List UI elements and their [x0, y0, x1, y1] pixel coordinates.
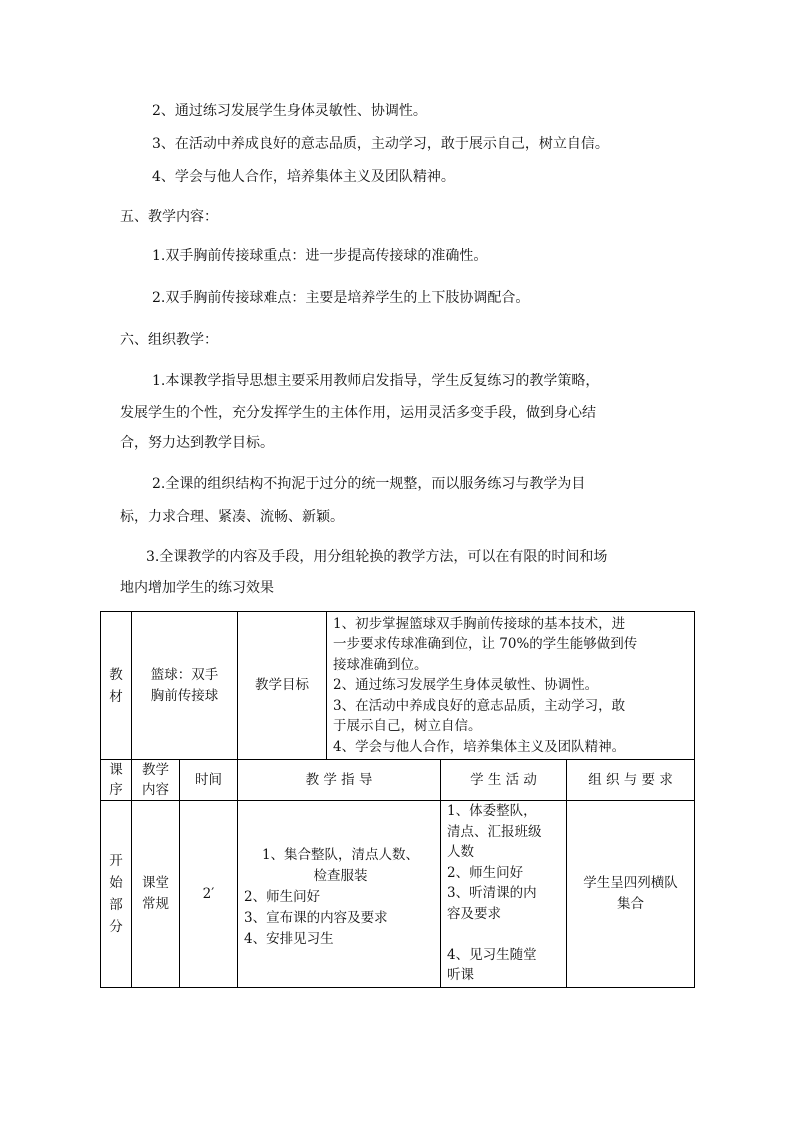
material-value-cell [132, 612, 238, 760]
table-header-row [101, 760, 695, 801]
row1-activity-line: 4、见习生随堂 [447, 946, 537, 963]
section6-p1-line1: 1.本课教学指导思想主要采用教师启发指导，学生反复练习的教学策略， [152, 373, 600, 389]
goal-line: 3、在活动中养成良好的意志品质，主动学习，敢 [333, 697, 626, 714]
row1-activity-line: 1、体委整队， [447, 803, 537, 819]
row1-requirements-line: 学生呈四列横队 [583, 875, 678, 891]
objective-item-4: 4、学会与他人合作，培养集体主义及团队精神。 [152, 169, 455, 185]
header-time: 时间 [180, 760, 238, 801]
header-order [101, 760, 132, 801]
section6-p1-line3: 合，努力达到教学目标。 [120, 435, 274, 451]
row1-guidance-line: 2、师生问好 [244, 889, 321, 905]
header-content-line: 内容 [142, 782, 169, 798]
objective-item-2: 2、通过练习发展学生身体灵敏性、协调性。 [152, 103, 427, 119]
row1-order-char: 开 [109, 853, 123, 869]
header-activity: 学 生 活 动 [441, 760, 567, 801]
section6-p3-line1: 3.全课教学的内容及手段，用分组轮换的教学方法，可以在有限的时间和场 [146, 549, 608, 565]
goals-cell [327, 612, 695, 760]
goal-line: 接球准确到位。 [333, 656, 428, 673]
row1-requirements-line: 集合 [617, 896, 645, 912]
goal-label-cell: 教学目标 [238, 612, 327, 760]
row1-content-cell [132, 801, 180, 988]
row1-activity-line: 2、师生问好 [447, 864, 524, 881]
header-order-char: 课 [109, 762, 123, 778]
objective-item-3: 3、在活动中养成良好的意志品质，主动学习，敢于展示自己，树立自信。 [152, 136, 609, 152]
material-value-line: 胸前传接球 [150, 687, 219, 704]
row1-guidance-line: 1、集合整队，清点人数、 [261, 847, 420, 863]
row1-activity-line: 容及要求 [447, 905, 501, 922]
header-order-char: 序 [109, 782, 123, 798]
goal-line: 1、初步掌握篮球双手胸前传接球的基本技术，进 [333, 615, 626, 632]
row1-activity-line: 清点、汇报班级 [447, 823, 542, 840]
table-row-opening [101, 801, 695, 988]
lesson-plan-table [100, 611, 695, 988]
table-row-material [101, 612, 695, 760]
goal-line: 4、学会与他人合作，培养集体主义及团队精神。 [333, 738, 626, 755]
material-value-line: 篮球：双手 [150, 666, 219, 683]
section6-p1-line2: 发展学生的个性，充分发挥学生的主体作用，运用灵活多变手段，做到身心结 [120, 405, 596, 421]
header-requirements: 组 织 与 要 求 [567, 760, 695, 801]
material-label-char: 材 [109, 688, 123, 705]
row1-order-char: 始 [109, 875, 123, 891]
goal-line: 于展示自己，树立自信。 [333, 718, 482, 735]
section5-item-2: 2.双手胸前传接球难点：主要是培养学生的上下肢协调配合。 [152, 290, 530, 306]
row1-requirements-cell [567, 801, 695, 988]
row1-activity-line: 3、听清课的内 [447, 885, 537, 901]
row1-activity-cell [441, 801, 567, 988]
section6-p3-line2: 地内增加学生的练习效果 [120, 580, 274, 596]
row1-activity-line: 人数 [447, 844, 474, 860]
goal-line: 2、通过练习发展学生身体灵敏性、协调性。 [333, 677, 599, 694]
section6-p2-line1: 2.全课的组织结构不拘泥于过分的统一规整，而以服务练习与教学为目 [152, 476, 586, 492]
row1-content-line: 常规 [142, 896, 169, 912]
section6-title: 六、组织教学： [120, 332, 218, 348]
row1-order-char: 部 [109, 897, 123, 913]
material-label-char: 教 [109, 666, 123, 683]
header-content [132, 760, 180, 801]
row1-time-cell: 2′ [180, 801, 238, 988]
goal-line: 一步要求传球准确到位，让 70%的学生能够做到传 [333, 636, 638, 653]
section6-p2-line2: 标，力求合理、紧凑、流畅、新颖。 [120, 509, 344, 525]
header-content-line: 教学 [142, 762, 169, 778]
row1-content-line: 课堂 [142, 875, 169, 891]
row1-guidance-line: 3、宣布课的内容及要求 [244, 910, 388, 926]
row1-activity-spacer [447, 924, 563, 945]
row1-order-char: 分 [109, 919, 123, 935]
row1-order-cell [101, 801, 132, 988]
row1-guidance-line: 检查服装 [313, 868, 368, 884]
section5-item-1: 1.双手胸前传接球重点：进一步提高传接球的准确性。 [152, 248, 488, 264]
row1-guidance-cell [238, 801, 441, 988]
material-label-cell [101, 612, 132, 760]
section5-title: 五、教学内容： [120, 209, 218, 225]
row1-activity-line: 听课 [447, 967, 474, 983]
header-guidance: 教 学 指 导 [238, 760, 441, 801]
row1-guidance-line: 4、安排见习生 [244, 931, 334, 947]
